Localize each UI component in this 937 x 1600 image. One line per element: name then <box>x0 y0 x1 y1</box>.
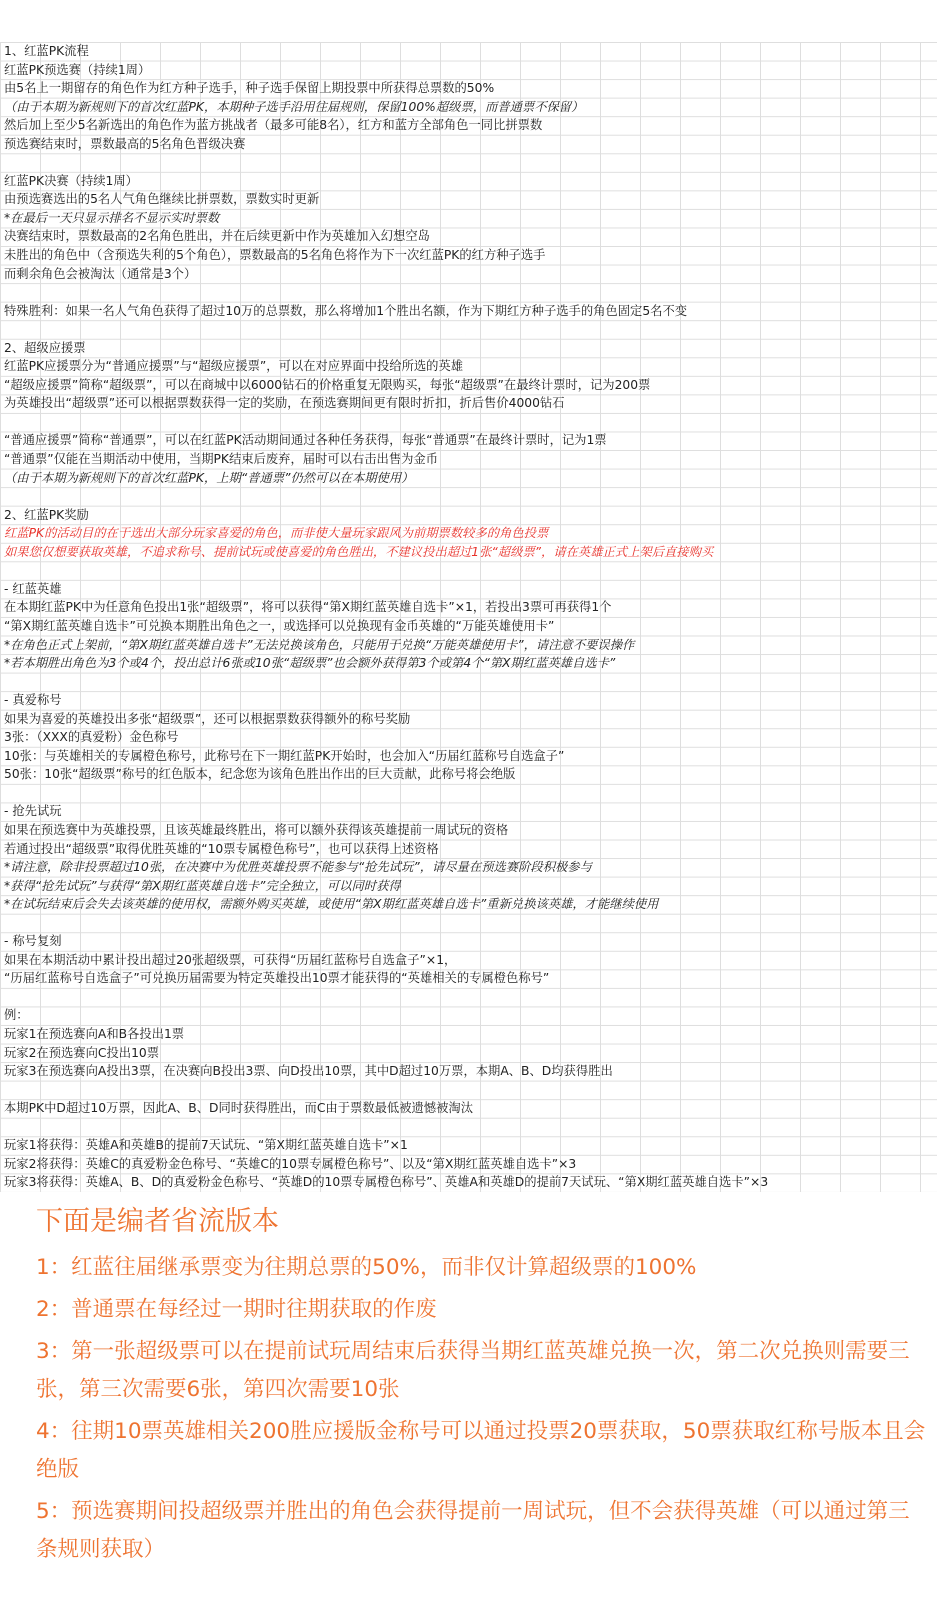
summary-item-5: 5：预选赛期间投超级票并胜出的角色会获得提前一周试玩，但不会获得英雄（可以通过第三条规则获取） <box>36 1499 910 1562</box>
sheet-row: 预选赛结束时，票数最高的5名角色晋级决赛 <box>4 136 246 151</box>
sheet-row: 如果您仅想要获取英雄，不追求称号、提前试玩或使喜爱的角色胜出，不建议投出超过1张“超级票”，请在英雄正式上架后直接购买 <box>4 544 714 559</box>
sheet-row <box>0 283 937 302</box>
spreadsheet-grid <box>0 42 937 1192</box>
sheet-row <box>0 487 937 506</box>
summary-item-4: 4：往期10票英雄相关200胜应援版金称号可以通过投票20票获取，50票获取红称号版本且会绝版 <box>36 1419 926 1482</box>
sheet-row: 如果在本期活动中累计投出超过20张超级票，可获得“历届红蓝称号自选盒子”×1， <box>4 952 457 967</box>
sheet-row: “历届红蓝称号自选盒子”可兑换历届需要为特定英雄投出10票才能获得的“英雄相关的专属橙色称号” <box>4 971 550 986</box>
sheet-row: 决赛结束时，票数最高的2名角色胜出，并在后续更新中作为英雄加入幻想空岛 <box>4 229 430 244</box>
sheet-row: 如果为喜爱的英雄投出多张“超级票”，还可以根据票数获得额外的称号奖励 <box>4 711 411 726</box>
sheet-row: 10张：与英雄相关的专属橙色称号，此称号在下一期红蓝PK开始时，也会加入“历届红蓝称号自选盒子” <box>4 748 565 763</box>
sheet-row <box>0 561 937 580</box>
sheet-row <box>0 784 937 803</box>
sheet-row: 红蓝PK预选赛（持续1周） <box>4 62 151 77</box>
sheet-row <box>0 1081 937 1100</box>
sheet-row: “超级应援票”简称“超级票”，可以在商城中以6000钻石的价格重复无限购买，每张“超级票”在最终计票时，记为200票 <box>4 377 651 392</box>
sheet-row <box>0 673 937 692</box>
sheet-row: 红蓝PK决赛（持续1周） <box>4 173 138 188</box>
sheet-row: 3张：（XXX的真爱粉）金色称号 <box>4 730 179 745</box>
sheet-row: *请注意，除非投票超过10张，在决赛中为优胜英雄投票不能参与“抢先试玩”，请尽量在预选赛阶段积极参与 <box>4 860 592 875</box>
sheet-row: 例： <box>4 1008 29 1023</box>
sheet-row: “普通票”仅能在当期活动中使用，当期PK结束后废弃，届时可以右击出售为金币 <box>4 452 439 467</box>
sheet-row: 由预选赛选出的5名人气角色继续比拼票数，票数实时更新 <box>4 192 320 207</box>
sheet-row: 1、红蓝PK流程 <box>4 44 89 58</box>
sheet-row: 50张：10张“超级票”称号的红色版本，纪念您为该角色胜出作出的巨大贡献，此称号将会绝版 <box>4 767 516 782</box>
summary-section <box>36 1203 926 1573</box>
summary-title: 下面是编者省流版本 <box>36 1206 279 1237</box>
sheet-row: *若本期胜出角色为3个或4个，投出总计6张或10张“超级票”也会额外获得第3个或第4个“第X期红蓝英雄自选卡” <box>4 656 616 671</box>
sheet-row: 本期PK中D超过10万票，因此A、B、D同时获得胜出，而C由于票数最低被遗憾被淘汰 <box>4 1101 473 1116</box>
sheet-row <box>0 914 937 933</box>
sheet-row: 而剩余角色会被淘汰（通常是3个） <box>4 266 197 281</box>
sheet-row: 玩家3将获得：英雄A、B、D的真爱粉金色称号、“英雄D的10票专属橙色称号”、英雄A和英雄D的提前7天试玩、“第X期红蓝英雄自选卡”×3 <box>4 1175 769 1190</box>
sheet-row: - 抢先试玩 <box>4 804 62 819</box>
sheet-row: 2、红蓝PK奖励 <box>4 507 89 522</box>
sheet-row: 由5名上一期留存的角色作为红方种子选手，种子选手保留上期投票中所获得总票数的50% <box>4 81 495 96</box>
sheet-row: 玩家3在预选赛向A投出3票，在决赛向B投出3票、向D投出10票，其中D超过10万票，本期A、B、D均获得胜出 <box>4 1064 613 1079</box>
sheet-row: *在角色正式上架前，“第X期红蓝英雄自选卡”无法兑换该角色，只能用于兑换“万能英雄使用卡”，请注意不要误操作 <box>4 637 635 652</box>
sheet-row: （由于本期为新规则下的首次红蓝PK，本期种子选手沿用往届规则，保留100%超级票，而普通票不保留） <box>4 99 584 114</box>
sheet-row: *在试玩结束后会失去该英雄的使用权，需额外购买英雄，或使用“第X期红蓝英雄自选卡”重新兑换该英雄，才能继续使用 <box>4 897 659 912</box>
summary-item-1: 1：红蓝往届继承票变为往期总票的50%，而非仅计算超级票的100% <box>36 1255 697 1280</box>
sheet-row <box>0 153 937 172</box>
sheet-row: 2、超级应援票 <box>4 340 86 355</box>
sheet-row: 玩家2在预选赛向C投出10票 <box>4 1045 160 1060</box>
sheet-row: 玩家1在预选赛向A和B各投出1票 <box>4 1026 185 1041</box>
sheet-row <box>0 413 937 432</box>
sheet-row: 为英雄投出“超级票”还可以根据票数获得一定的奖励，在预选赛期间更有限时折扣，折后售价4000钻石 <box>4 396 565 411</box>
sheet-row: “普通应援票”简称“普通票”，可以在红蓝PK活动期间通过各种任务获得，每张“普通票”在最终计票时，记为1票 <box>4 433 607 448</box>
sheet-row <box>0 988 937 1007</box>
sheet-row <box>0 320 937 339</box>
summary-item-3: 3：第一张超级票可以在提前试玩周结束后获得当期红蓝英雄兑换一次，第二次兑换则需要三张，第三次需要6张，第四次需要10张 <box>36 1339 910 1402</box>
sheet-row: 未胜出的角色中（含预选失利的5个角色），票数最高的5名角色将作为下一次红蓝PK的红方种子选手 <box>4 248 546 263</box>
sheet-row: 在本期红蓝PK中为任意角色投出1张“超级票”，将可以获得“第X期红蓝英雄自选卡”×1，若投出3票可再获得1个 <box>4 600 612 615</box>
sheet-row: （由于本期为新规则下的首次红蓝PK，上期“普通票”仍然可以在本期使用） <box>4 470 414 485</box>
sheet-row: 玩家1将获得：英雄A和英雄B的提前7天试玩、“第X期红蓝英雄自选卡”×1 <box>4 1138 408 1153</box>
sheet-row: 如果在预选赛中为英雄投票，且该英雄最终胜出，将可以额外获得该英雄提前一周试玩的资格 <box>4 822 509 837</box>
summary-item-2: 2：普通票在每经过一期时往期获取的作废 <box>36 1297 437 1322</box>
sheet-row: - 红蓝英雄 <box>4 581 62 596</box>
sheet-row: 红蓝PK的活动目的在于选出大部分玩家喜爱的角色，而非使大量玩家跟风为前期票数较多的角色投票 <box>4 526 549 541</box>
sheet-row: 然后加上至少5名新选出的角色作为蓝方挑战者（最多可能8名），红方和蓝方全部角色一同比拼票数 <box>4 118 543 133</box>
sheet-row: 特殊胜利：如果一名人气角色获得了超过10万的总票数，那么将增加1个胜出名额，作为下期红方种子选手的角色固定5名不变 <box>4 303 688 318</box>
sheet-row: 玩家2将获得：英雄C的真爱粉金色称号、“英雄C的10票专属橙色称号”、以及“第X期红蓝英雄自选卡”×3 <box>4 1156 577 1171</box>
sheet-row: 若通过投出“超级票”取得优胜英雄的“10票专属橙色称号”，也可以获得上述资格 <box>4 841 439 856</box>
sheet-row: *获得“抢先试玩”与获得“第X期红蓝英雄自选卡”完全独立，可以同时获得 <box>4 878 401 893</box>
sheet-row: - 真爱称号 <box>4 693 62 708</box>
sheet-row: - 称号复刻 <box>4 934 62 949</box>
sheet-row: *在最后一天只显示排名不显示实时票数 <box>4 210 220 225</box>
sheet-row: 红蓝PK应援票分为“普通应援票”与“超级应援票”，可以在对应界面中投给所选的英雄 <box>4 359 464 374</box>
sheet-row: “第X期红蓝英雄自选卡”可兑换本期胜出角色之一，或选择可以兑换现有金币英雄的“万能英雄使用卡” <box>4 618 555 633</box>
sheet-row <box>0 1118 937 1137</box>
